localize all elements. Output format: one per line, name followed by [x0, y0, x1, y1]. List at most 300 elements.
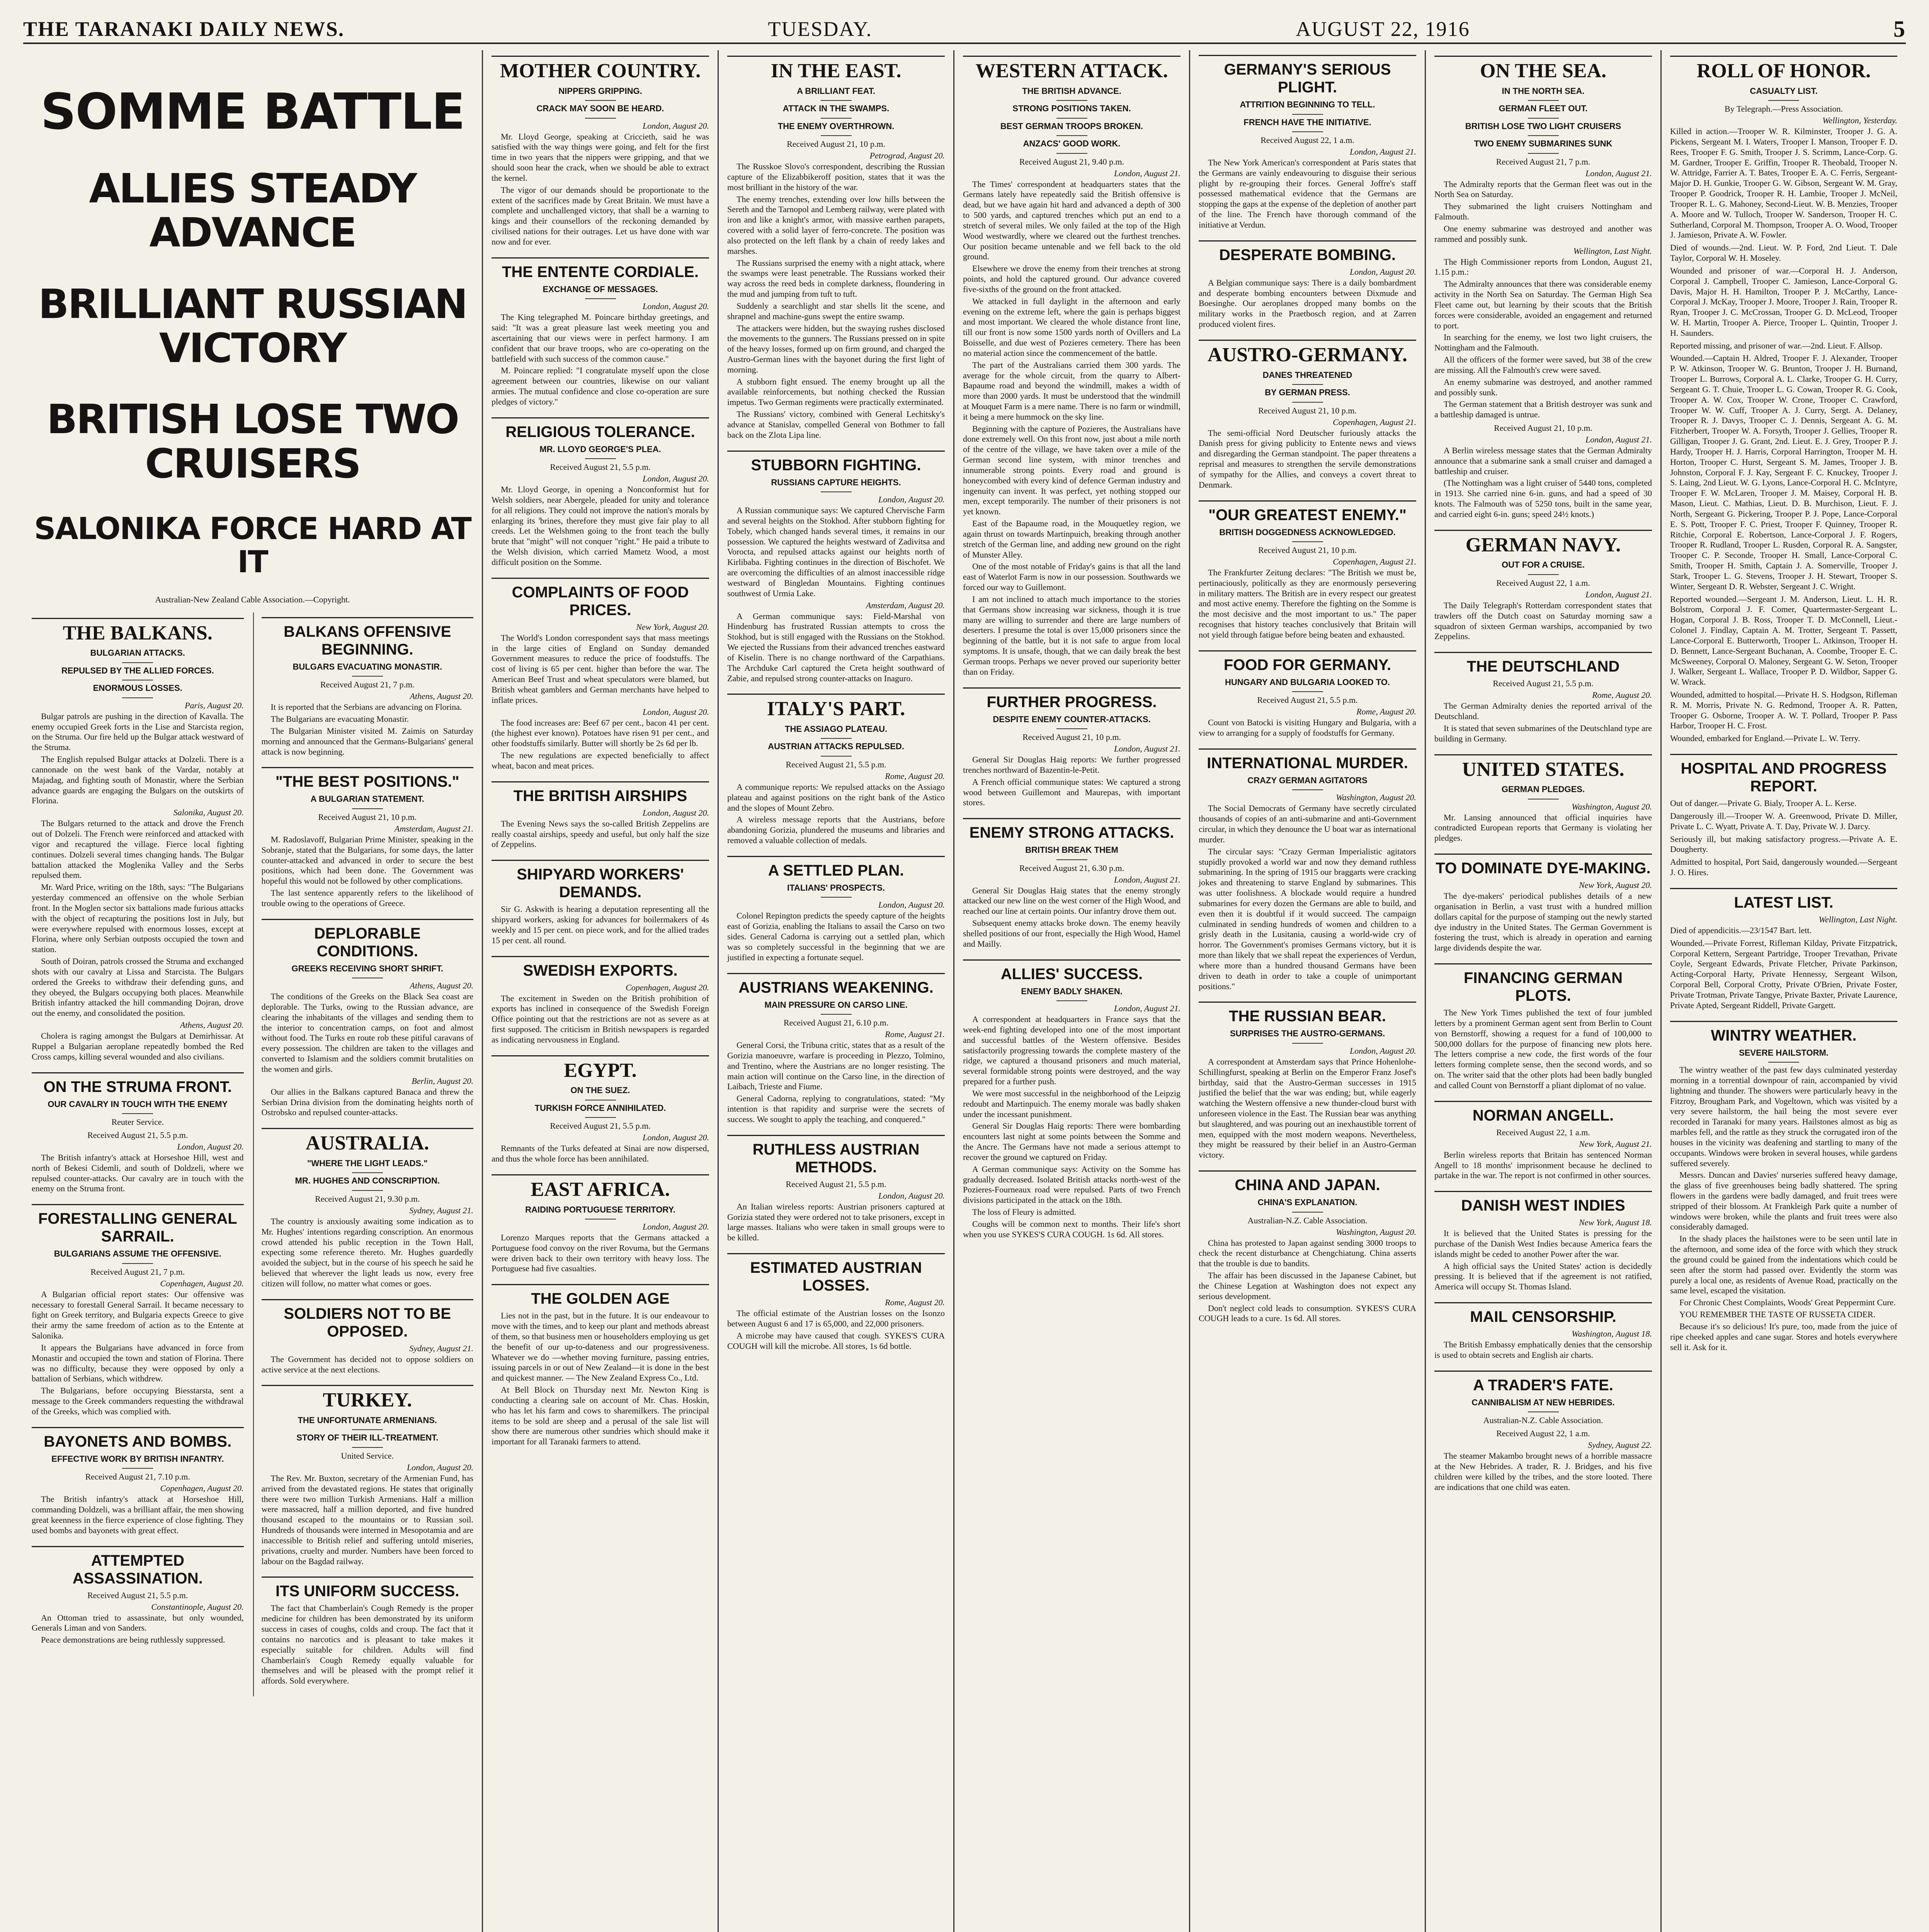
paragraph: At Bell Block on Thursday next Mr. Newton King is conducting a clearing sale on account of Mr. Chas. Hoskin, who has let his farm and cows to sharemilkers. The principal items to be sold are sheep and a perusal of the sale list will show there are numerous other sundries which should make it important for all Taranaki farmers to attend.: [492, 1385, 709, 1447]
paragraph: M. Radoslavoff, Bulgarian Prime Minister, speaking in the Sobranje, stated that the Bulgarians, for some days, the latter counter-attacked and advanced in order to secure the best positions, which had been done. The Government was hopeful this would not be followed by other complications.: [261, 834, 473, 886]
paragraph: East of the Bapaume road, in the Mouquetley region, we again thrust on towards Martinpuich, breaking through another stretch of the German line, and adding new ground on the right of Munster Alley.: [963, 519, 1181, 560]
paragraph: It is reported that the Serbians are advancing on Florina.: [270, 702, 462, 712]
article: [492, 956, 709, 1045]
article: [1670, 56, 1897, 744]
paragraph: The English repulsed Bulgar attacks at Dolzeli. There is a cannonade on the west bank of the Vardar, notably at Majadag, and fighting south of Monastir, where the Serbian advance guards are engaging the Bulgars on the outskirts of Florina.: [32, 754, 244, 806]
article-headline: DANISH WEST INDIES: [1434, 1191, 1652, 1214]
paragraph: The enemy trenches, extending over low hills between the Sereth and the Tarnopol and Lemberg railway, were plated with iron and like a knight's armor, with massive earthen parapets, covered with a solid layer of ferro-concrete. The position was also protected on the left flank by a chain of reedy lakes and marshes.: [727, 194, 945, 256]
article-headline: GERMANY'S SERIOUS PLIGHT.: [1199, 55, 1416, 96]
article-deck: CANNIBALISM AT NEW HEBRIDES.: [1434, 1397, 1652, 1413]
article-deck: GERMAN PLEDGES.: [1434, 784, 1652, 799]
article: [492, 56, 709, 247]
roll-entry: Wounded.—Captain H. Aldred, Trooper F. J. Alexander, Trooper P. W. Atkinson, Trooper W. G. Brunton, Trooper J. H. Burnand, Trooper L. Burrows, Corporal A. L. Clarke, Trooper G. H. Curry, Sergeant G. T. Chuie, Trooper L. G. Cowan, Trooper R. G. Cook, Trooper A. W. Cox, Trooper W. Crone, Trooper C. Crawford, Trooper W. W. Cuff, Trooper A. J. Curry, Sergt. A. Delaney, Trooper R. J. Davys, Trooper C. J. Dennis, Sergeant A. G. M. Fitzherbert, Trooper W. A. Forsyth, Trooper J. Gellies, Trooper R. Gilligan, Trooper J. G. Grant, 2nd. Lieut. E. J. Grey, Trooper P. J. Hardy, Trooper H. J. Harris, Corporal Harrington, Trooper M. H. Horton, Trooper C. Hurst, Sergeant S. M. James, Trooper J. B. Johnston, Corporal F. J. Kay, Sergeant F. C. Knuckey, Trooper J. S. Laing, 2nd Lieut. W. G. Lyons, Lance-Corporal H. C. McIntyre, Trooper F. W. McLaren, Trooper J. M. Maisey, Corporal H. B. Mason, Lieut. C. Mathias, Lieut. D. B. Murchison, Lieut. F. J. North, Sergeant G. Pickering, Trooper P. J. Pope, Lance-Corporal E. S. Pott, Trooper F. C. Priest, Trooper F. Quinney, Trooper R. Ritchie, Corporal E. Robertson, Lance-Corporal J. F. Rogers, Trooper R. Rudland, Trooper L. Rusden, Corporal R. A. Sangster, Trooper C. P. Seconde, Trooper H. Small, Lance-Corporal C. Smith, Trooper H. Smith, Captain J. A. Somerville, Trooper J. Stark, Trooper L. G. Stevens, Trooper J. H. Stewart, Trooper S. Winter, Sergeant D. R. Webster, Sergeant J. C. Wright.: [1670, 353, 1897, 591]
article-headline: SHIPYARD WORKERS' DEMANDS.: [492, 860, 709, 901]
article-headline: CHINA AND JAPAN.: [1199, 1170, 1416, 1194]
article-headline: TURKEY.: [262, 1385, 474, 1411]
place-line: London, August 21.: [1114, 1003, 1181, 1014]
place-line: Wellington, Yesterday.: [1822, 116, 1897, 126]
article-headline: STUBBORN FIGHTING.: [727, 451, 945, 474]
article: [262, 1128, 474, 1289]
place-line: London, August 20.: [643, 121, 709, 131]
roll-entry: Reported missing, and prisoner of war.—2nd. Lieut. F. Allsop.: [1670, 340, 1883, 350]
place-line: New York, August 20.: [636, 622, 709, 632]
paragraph: A Russian communique says: We captured Chervische Farm and several heights on the Stokhod. After stubborn fighting for Tobely, which changed hands several times, it remains in our possession. We captured the heights westward of Zadivitsa and Vorocta, and repulsed attacks against our heights north of Kirlibaba. Fighting continues in the direction of Bischofet. We are overcoming the difficulties of an almost inaccessible ridge westward of Bingledan Mountains. Fighting continues southwest of Urmia Lake.: [727, 505, 945, 598]
article-deck: THE ASSIAGO PLATEAU.: [727, 724, 945, 739]
place-line: Copenhagen, August 21.: [1333, 417, 1416, 427]
article: [727, 1253, 945, 1351]
paragraph: A Berlin wireless message states that the German Admiralty announce that a submarine sank a small cruiser and damaged a battleship and cruiser.: [1434, 445, 1652, 476]
paragraph: They submarined the light cruisers Nottingham and Falmouth.: [1434, 201, 1652, 222]
article-deck: IN THE NORTH SEA.: [1434, 86, 1652, 101]
article-deck: NIPPERS GRIPPING.: [492, 86, 709, 101]
paragraph: We were most successful in the neighborhood of the Leipzig redoubt and Martinpuich. The enemy morale was badly shaken under the incessant punishment.: [963, 1088, 1181, 1119]
article: [492, 1055, 709, 1164]
article-deck: TURKISH FORCE ANNIHILATED.: [492, 1103, 709, 1118]
paragraph: In searching for the enemy, we lost two light cruisers, the Nottingham and the Falmouth.: [1434, 332, 1652, 353]
article-deck: BULGARIAN ATTACKS.: [32, 648, 244, 663]
paragraph: We attacked in full daylight in the afternoon and early evening on the extreme left, where the gain is perhaps biggest and most important. We cleared the whole distance front line, till our front is now some 1500 yards north of Ovillers and La Boisselle, and due west of Pozieres cemetery. There has been no material action since the commencement of the battle.: [963, 296, 1181, 358]
banner-headline: SOMME BATTLE: [41, 83, 464, 141]
article-headline: ITS UNIFORM SUCCESS.: [262, 1577, 474, 1600]
article-deck: GERMAN FLEET OUT.: [1434, 103, 1652, 119]
paragraph: Mr. Lloyd George, speaking at Criccieth, said he was satisfied with the way things were going, and felt for the first time in two years that the nippers were gripping, and that we should soon hear the crack, when we should be able to extract the kernel.: [492, 131, 709, 183]
paragraph: Our allies in the Balkans captured Banaca and threw the Serbian Drina division from the dominating heights north of Ostrobsko and repulsed counter-attacks.: [261, 1087, 473, 1117]
article-deck: STORY OF THEIR ILL-TREATMENT.: [262, 1432, 474, 1448]
article-deck: ITALIANS' PROSPECTS.: [727, 883, 945, 898]
paragraph: A high official says the United States' action is decidedly pressing. It is believed that if the agreement is not ratified, America will occupy St. Thomas Island.: [1434, 1261, 1652, 1292]
paragraph: The British Embassy emphatically denies that the censorship is used to obtain secrets and English air charts.: [1434, 1340, 1652, 1360]
article: [1434, 1371, 1652, 1493]
paragraph: The World's London correspondent says that mass meetings in the large cities of England on Sunday demanded Government measures to reduce the price of foodstuffs. The cost of living is 65 per cent. higher than before the war. The American Beef Trust and wheat speculators were blamed, but British wheat gamblers and German merchants have helped to inflate prices.: [492, 633, 709, 705]
article: [262, 919, 474, 1118]
article-deck: ATTRITION BEGINNING TO TELL.: [1199, 99, 1416, 115]
paragraph: The wintry weather of the past few days culminated yesterday morning in a torrential downpour of rain, accompanied by vivid lightning and thunder. The showers were particularly heavy in the Fitzroy, Brougham Park, and Vogeltown, which was visited by a very severe hailstorm, the hail being the most severe ever recorded in Taranaki for many years. Hailstones almost as big as marbles fell, and the rattle as they struck the corrugated iron of the houses in the vicinity was deafening and startling to many of the occupants. Windows were broken in several houses, while gardens suffered severely.: [1670, 1065, 1897, 1168]
article: [262, 1577, 474, 1686]
article: [727, 694, 945, 846]
dateline: Received August 21, 5.5 p.m.: [87, 1130, 188, 1140]
paragraph: Count von Batocki is visiting Hungary and Bulgaria, with a view to arranging for a supply of foodstuffs for Germany.: [1199, 718, 1416, 738]
paragraph: The conditions of the Greeks on the Black Sea coast are deplorable. The Turks, owing to the Russian advance, are clearing the inhabitants of the villages and sending them to the interior to concentration camps, on foot and almost without food. The Turks en route rob these pitiful caravans of every possession. The children are taken to the villages and converted to Islamism and the soldiers commit brutalities on the women and girls.: [261, 992, 473, 1074]
paragraph: The Bulgarians, before occupying Biesstarsta, sent a message to the Greek commanders requesting the withdrawal of the Greeks, which was complied with.: [32, 1386, 244, 1416]
article-headline: THE BRITISH AIRSHIPS: [492, 781, 709, 805]
paragraph: The last sentence apparently refers to the likelihood of trouble owing to the operations of Greece.: [261, 888, 473, 908]
dateline: United Service.: [341, 1451, 394, 1461]
article-headline: INTERNATIONAL MURDER.: [1199, 748, 1416, 772]
place-line: Wellington, Last Night.: [1818, 914, 1897, 924]
roll-entry: Died of wounds.—2nd. Lieut. W. P. Ford, 2nd Lieut. T. Dale Taylor, Corporal W. H. Moseley.: [1670, 243, 1897, 263]
paragraph: General Corsi, the Tribuna critic, states that as a result of the Gorizia manoeuvre, warfare is proceeding in Plezzo, Tolmino, and Trentino, where the Austrians are no longer resisting. The main action will continue on the Carso line, in the direction of Laibach, Trieste and Fiume.: [727, 1040, 945, 1092]
place-line: Athens, August 20.: [410, 981, 473, 991]
place-line: London, August 21.: [1350, 147, 1416, 156]
article-headline: ROLL OF HONOR.: [1670, 56, 1897, 82]
article-deck: BRITISH LOSE TWO LIGHT CRUISERS: [1434, 121, 1652, 136]
dateline: Received August 22, 1 a.m.: [1496, 1429, 1590, 1439]
article-headline: FINANCING GERMAN PLOTS.: [1434, 963, 1652, 1005]
article-deck: HUNGARY AND BULGARIA LOOKED TO.: [1199, 677, 1416, 692]
dateline: Received August 22, 1 a.m.: [1496, 578, 1590, 588]
paragraph: The circular says: "Crazy German Imperialistic agitators stupidly provoked a world war and now they demand ruthless submarining. In the spring of 1915 our braggarts were cracking jokes and threatening to starve England by submarines. This was utter foolishness. A blockade would require a hundred submarines for every dozen the Germans are able to build, and even then it is doubtful if it would succeed. The campaign culminated in sending hundreds of women and children to a grisly death in the Lusitania, causing a world-wide cry of horror. The Government's promises Germans victory, but it is more than likely that we shall repeat the experiences of Verdun, where more than a hundred thousand Germans have been driven to death in order to take a couple of unimportant positions.": [1199, 846, 1416, 991]
article: [963, 959, 1181, 1240]
article-deck: BULGARIANS ASSUME THE OFFENSIVE.: [32, 1248, 244, 1264]
article-deck: EFFECTIVE WORK BY BRITISH INFANTRY.: [32, 1454, 244, 1469]
article: [1199, 650, 1416, 738]
place-line: New York, August 20.: [1579, 880, 1652, 890]
article-deck: CRACK MAY SOON BE HEARD.: [492, 103, 709, 119]
article-headline: FORESTALLING GENERAL SARRAIL.: [32, 1204, 244, 1245]
banner-subhead: BRITISH LOSE TWO CRUISERS: [46, 396, 459, 487]
paragraph: A wireless message reports that the Austrians, before abandoning Gorizia, plundered the museums and libraries and removed a valuable collection of medals.: [727, 815, 945, 845]
article: [32, 618, 244, 1062]
paragraph: Bulgar patrols are pushing in the direction of Kavalla. The enemy occupied Greek forts in the Lise and Starcista region, on the Struma. Our fire held up the Bulgar attack westward of the Struma.: [32, 711, 244, 752]
article: [1434, 1191, 1652, 1292]
article-headline: THE BALKANS.: [32, 618, 244, 644]
place-line: London, August 20.: [643, 1222, 709, 1231]
paragraph: The loss of Fleury is admitted.: [972, 1207, 1076, 1217]
article-headline: ITALY'S PART.: [727, 694, 945, 720]
roll-entry: Wounded.—Private Forrest, Rifleman Kilday, Private Fitzpatrick, Corporal Kettern, Sergeant Partridge, Trooper Trevathan, Private Coyle, Sergeant Edwards, Private Fletcher, Private Parkinson, Acting-Corporal Harty, Private Hennessy, Sergeant Wilson, Corporal Bell, Corporal Crotty, Private O'Brien, Private Foster, Private Trotman, Private Tangye, Private Baxter, Private Laurence, Private Apted, Sergeant Riddell, Private Gargett.: [1670, 938, 1897, 1010]
paragraph: Elsewhere we drove the enemy from their trenches at strong points, and hold the captured ground. Our advance covered five-sixths of the ground on the front attacked.: [963, 264, 1181, 294]
paragraph: South of Doiran, patrols crossed the Struma and exchanged shots with our cavalry at Lissa and Starcista. The Bulgars ordered the Greeks to withdraw their defending guns, and they obeyed, the Bulgars occupying both places. Meanwhile British infantry attacked the hill commanding Dojran, drove out the enemy, and consolidated the position.: [32, 956, 244, 1018]
paragraph: Remnants of the Turks defeated at Sinai are now dispersed, and thus the whole force has been annihilated.: [492, 1143, 709, 1164]
paragraph: One enemy submarine was destroyed and another was rammed and possibly sunk.: [1434, 223, 1652, 244]
article-headline: HOSPITAL AND PROGRESS REPORT.: [1670, 754, 1897, 795]
article: [727, 1135, 945, 1243]
paragraph: Beginning with the capture of Pozieres, the Australians have done extremely well. On this front now, just about a mile north of the centre of the village, we have taken over a mile of the German second line system, with minor trenches and innumerable strong points. Every road and ground is honeycombed with every kind of defence German industry and ingenuity can invent. It was perfect, yet nothing stopped our men, except temporarily. The number of their prisoners is not yet known.: [963, 423, 1181, 517]
column-3: [719, 50, 954, 1932]
article-headline: TO DOMINATE DYE-MAKING.: [1434, 854, 1652, 877]
place-line: London, August 20.: [643, 707, 709, 717]
article: [1670, 888, 1897, 1011]
roll-entry: Dangerously ill.—Trooper W. A. Greenwood, Private D. Miller, Private L. C. Wyatt, Private A. T. Day, Private W. J. Darcy.: [1670, 811, 1897, 831]
article: [1199, 748, 1416, 992]
dateline: Received August 21, 7 p.m.: [90, 1267, 185, 1277]
dateline: Received August 21, 9.30 p.m.: [315, 1194, 420, 1204]
dateline: Received August 21, 5.5 p.m.: [786, 759, 886, 769]
paragraph: The vigor of our demands should be proportionate to the extent of the sacrifices made by Great Britain. We must have a complete and unchallenged victory, that shall be a warning to kings and their counsellors of the reckoning demanded by civilised nations for their outrages. Let us have done with war now and for ever.: [492, 185, 709, 247]
paragraph: A stubborn fight ensued. The enemy brought up all the available reinforcements, but nothing checked the Russian impetus. Two German regiments were practically exterminated.: [727, 376, 945, 407]
article-headline: ESTIMATED AUSTRIAN LOSSES.: [727, 1253, 945, 1294]
place-line: Washington, August 20.: [1572, 801, 1652, 811]
paragraph: The Russkoe Slovo's correspondent, describing the Russian capture of the Elizabbikeroff position, states that it was the most brilliant in the history of the war.: [727, 162, 945, 192]
article-headline: COMPLAINTS OF FOOD PRICES.: [492, 578, 709, 619]
place-line: Constantinople, August 20.: [151, 1602, 244, 1612]
article-deck: TWO ENEMY SUBMARINES SUNK: [1434, 138, 1652, 154]
place-line: New York, August 21.: [1579, 1139, 1652, 1149]
paragraph: The German statement that a British destroyer was sunk and a battleship damaged is untrue.: [1434, 399, 1652, 420]
article: [1199, 500, 1416, 640]
dateline: Received August 21, 9.40 p.m.: [1019, 156, 1124, 167]
article-headline: SOLDIERS NOT TO BE OPPOSED.: [262, 1299, 474, 1340]
article: [1434, 56, 1652, 520]
column-6: [1426, 50, 1662, 1932]
paragraph: Messrs. Duncan and Davies' nurseries suffered heavy damage, the glass of five greenhouses being badly shattered. The spring flowers in the gardens were badly damaged, and fruit trees were stripped of their blossom. At Frankleigh Park quite a number of windows were broken, while the plants and fruit trees were also considerably damaged.: [1670, 1170, 1897, 1232]
paragraph: A Bulgarian official report states: Our offensive was necessary to forestall General Sarrail. It became necessary to fight on Greek territory, and Bulgaria expects Greece to give their army the same freedom of action as to the Entente at Salonika.: [32, 1289, 244, 1341]
paragraph: The official estimate of the Austrian losses on the Isonzo between August 6 and 17 is 65,000, and 22,000 prisoners.: [727, 1308, 945, 1328]
article: [262, 1299, 474, 1375]
article-headline: ALLIES' SUCCESS.: [963, 959, 1181, 983]
paragraph: YOU REMEMBER THE TASTE OF RUSSETA CIDER.: [1679, 1310, 1876, 1320]
column-7: [1662, 50, 1906, 1932]
article-headline: WINTRY WEATHER.: [1670, 1021, 1897, 1044]
place-line: Paris, August 20.: [185, 700, 244, 710]
article-headline: IN THE EAST.: [727, 56, 945, 82]
article-deck: CASUALTY LIST.: [1670, 86, 1897, 101]
paragraph: A German communique says: Activity on the Somme has gradually decreased. Isolated British attacks north-west of the Pozieres-Fourneaux road were repulsed. Parts of two French divisions participated in the attack on the 18th.: [963, 1164, 1181, 1205]
article: [492, 860, 709, 946]
roll-entry: Wounded, embarked for England.—Private L. W. Terry.: [1670, 733, 1860, 743]
roll-entry: Wounded, admitted to hospital.—Private H. S. Hodgson, Rifleman R. M. Morris, Private N. G. Redmond, Trooper A. R. Patten, Trooper G. Osborne, Trooper A. W. T. Pollard, Trooper P. Pass Harbor, Trooper H. C. Frost.: [1670, 689, 1897, 731]
page-number: 5: [1893, 16, 1906, 42]
paragraph: A communique reports: We repulsed attacks on the Assiago plateau and against positions on the right bank of the Astico and the slopes of Mount Zebro.: [727, 782, 945, 813]
paragraph: The New York Times published the text of four jumbled letters by a prominent German agent sent from Berlin to Count von Bernstorff, showing a request for a fund of 100,000 to 500,000 dollars for the purpose of financing new plots here. The letters comprise a new code, the first words of the four letters forming complete sense, then the second words, and so on. The writer said that the other plots had been badly bungled and called Count von Bernstorff a pliant diplomat of no value.: [1434, 1008, 1652, 1090]
balkans-subcolumns: [32, 612, 473, 1696]
place-line: London, August 20.: [1350, 267, 1416, 277]
place-line: Washington, August 20.: [1336, 793, 1416, 803]
paragraph: An Italian wireless reports: Austrian prisoners captured at Gorizia stated they were ordered not to take prisoners, except in large masses. Italians who were taken in small groups were to be killed.: [727, 1201, 945, 1243]
article-headline: MOTHER COUNTRY.: [492, 56, 709, 82]
roll-entry: Out of danger.—Private G. Bialy, Trooper A. L. Kerse.: [1670, 798, 1857, 808]
place-line: London, August 20.: [643, 474, 709, 484]
paragraph: The Social Democrats of Germany have secretly circulated thousands of copies of an anti-submarine and anti-Government circular, in which they denounce the U boat war as international murder.: [1199, 803, 1416, 844]
place-line: London, August 20.: [643, 1133, 709, 1143]
paragraph: The King telegraphed M. Poincare birthday greetings, and said: "It was a great pleasure last week meeting you and ascertaining that our views were in perfect harmony. I am confident that our brave troops, who are co-operating on the battlefield with such success of the common cause.": [492, 312, 709, 364]
paragraph: A correspondent at headquarters in France says that the week-end fighting developed into one of the most important and successful battles of the Western offensive. Besides satisfactorily progressing towards the complete mastery of the ridge, we captured a thousand prisoners and much material, several formidable strong points were destroyed, and the way prepared for a further push.: [963, 1014, 1181, 1087]
banner-subhead: BRILLIANT RUSSIAN VICTORY: [38, 280, 467, 372]
paragraph: A correspondent at Amsterdam says that Prince Hohenlohe-Schillingfurst, speaking at Berlin on the Emperor Franz Josef's birthday, said that the Austro-German successes in 1915 justified the belief that the war was ending; but, while eagerly watching the Western offensive a new thunder-cloud burst with unforeseen violence in the East. The Russian bear was anything but slaughtered, and was pouring out an inexhaustible torrent of men, equipped with the most modern weapons. Nevertheless, they might be reassured by their belief in an Austro-German victory.: [1199, 1056, 1416, 1160]
dateline: By Telegraph.—Press Association.: [1724, 104, 1843, 114]
article-headline: AUSTRALIA.: [262, 1128, 474, 1154]
place-line: Sydney, August 22.: [1588, 1440, 1652, 1450]
article-headline: THE GOLDEN AGE: [492, 1284, 709, 1308]
dateline: Received August 21, 10 p.m.: [318, 812, 417, 822]
paragraph: The Russians' victory, combined with General Lechitsky's advance at Stanislav, compelled General von Bothmer to fall back on the Zlota Lipa line.: [727, 409, 945, 440]
masthead: [23, 15, 1906, 44]
article: [492, 257, 709, 407]
article-headline: BALKANS OFFENSIVE BEGINNING.: [262, 617, 474, 658]
paragraph: Because it's so delicious! It's pure, too, made from the juice of ripe cheeked apples and cane sugar. Stores and hotels everywhere sell it. Ask for it.: [1670, 1321, 1897, 1352]
article: [492, 1174, 709, 1274]
article-deck: AUSTRIAN ATTACKS REPULSED.: [727, 741, 945, 757]
place-line: Rome, August 20.: [885, 1298, 945, 1308]
article-headline: LATEST LIST.: [1670, 888, 1897, 912]
article-headline: AUSTRIANS WEAKENING.: [727, 973, 945, 997]
article: [32, 1427, 244, 1536]
article-headline: EAST AFRICA.: [492, 1174, 709, 1201]
article-headline: ON THE STRUMA FRONT.: [32, 1072, 244, 1096]
place-line: London, August 20.: [407, 1462, 473, 1472]
place-line: Rome, August 21.: [885, 1029, 945, 1039]
column-5: [1190, 50, 1426, 1932]
paragraph: The Bulgarians are evacuating Monastir.: [270, 714, 409, 724]
article: [492, 578, 709, 771]
paragraph: The Russians surprised the enemy with a night attack, where the swamps were least penetrable. The Russians worked their way across the reed beds in complete darkness, floundering in the mud and jumping from tuft to tuft.: [727, 258, 945, 299]
paragraph: It appears the Bulgarians have advanced in force from Monastir and occupied the town and station of Florina. There was no difficulty, because they were opposed by only a battalion of Serbians, which withdrew.: [32, 1342, 244, 1384]
issue-date: AUGUST 22, 1916: [1296, 17, 1470, 41]
article: [1434, 652, 1652, 744]
paragraph: For Chronic Chest Complaints, Woods' Great Peppermint Cure.: [1679, 1298, 1896, 1308]
article-deck: DANES THREATENED: [1199, 370, 1416, 385]
dateline: Received August 21, 10 p.m.: [1258, 545, 1357, 555]
place-line: London, August 21.: [1585, 168, 1652, 178]
article: [1670, 754, 1897, 878]
paragraph: China has protested to Japan against sending 3000 troops to check the recent disturbance at Chengchiatung. China asserts that the trouble is due to bandits.: [1199, 1238, 1416, 1269]
article-headline: FURTHER PROGRESS.: [963, 687, 1181, 711]
paragraph: An enemy submarine was destroyed, and another rammed and possibly sunk.: [1434, 377, 1652, 397]
article-headline: RELIGIOUS TOLERANCE.: [492, 417, 709, 441]
article: [262, 617, 474, 757]
article-headline: A SETTLED PLAN.: [727, 856, 945, 879]
article: [963, 818, 1181, 949]
paragraph: The Bulgarian Minister visited M. Zaimis on Saturday morning and announced that the Germans-Bulgarians' general attack is now beginning.: [261, 726, 473, 757]
article-deck: OUT FOR A CRUISE.: [1434, 560, 1652, 575]
subcolumn-right: [253, 612, 474, 1696]
place-line: Wellington, Last Night.: [1573, 246, 1652, 256]
article-deck: THE UNFORTUNATE ARMENIANS.: [262, 1415, 474, 1430]
article-headline: WESTERN ATTACK.: [963, 56, 1181, 82]
article-deck: RAIDING PORTUGUESE TERRITORY.: [492, 1204, 709, 1220]
dateline: Received August 21, 10 p.m.: [1494, 423, 1592, 433]
place-line: London, August 20.: [878, 900, 945, 910]
paragraph: The fact that Chamberlain's Cough Remedy is the proper medicine for children has been demonstrated by its uniform success in cases of coughs, colds and croup. The fact that it contains no narcotics and is pleasant to take makes it especially suitable for children. Adults will find Chamberlain's Cough Remedy equally valuable for themselves and will be pleased with the prompt relief it affords. Sold everywhere.: [261, 1603, 473, 1686]
place-line: London, August 21.: [1114, 168, 1181, 178]
paragraph: General Sir Douglas Haig states that the enemy strongly attacked our new line on the west corner of the High Wood, and reached our line at certain points. Our infantry drove them out.: [963, 885, 1181, 916]
place-line: London, August 21.: [1585, 589, 1652, 599]
place-line: Copenhagen, August 20.: [626, 982, 709, 992]
paragraph: Don't neglect cold leads to consumption. SYKES'S CURA COUGH leads to a cure. 1s 6d. All stores.: [1199, 1303, 1416, 1323]
paragraph: The British infantry's attack at Horseshoe Hill, west and north of Bekesi Cidemli, and south of Doldzeli, where we repulsed counter-attacks. Our cavalry are in touch with the enemy on the Struma front.: [32, 1153, 244, 1194]
article: [492, 1284, 709, 1447]
paragraph: The Admiralty announces that there was considerable enemy activity in the North Sea on Saturday. The German High Sea Fleet came out, but learning by their scouts that the British forces were considerable, avoided an engagement and returned to port.: [1434, 279, 1652, 330]
article-headline: MAIL CENSORSHIP.: [1434, 1302, 1652, 1326]
paragraph: In the shady places the hailstones were to be seen until late in the afternoon, and some idea of the force with which they struck the ground could be gained from the indentations which could be seen after the storm had passed over. Evidently the storm was purely a local one, as residents of Avenue Road, practically on the same level, escaped the visitation.: [1670, 1234, 1897, 1296]
article-deck: REPULSED BY THE ALLIED FORCES.: [32, 665, 244, 681]
paragraph: Colonel Repington predicts the speedy capture of the heights east of Gorizia, enabling the Italians to assail the Carso on two sides. General Cadorna is carrying out a settled plan, which was so completely successful in the beginning that we are justified in expecting a fortunate sequel.: [727, 911, 945, 962]
article-deck: DESPITE ENEMY COUNTER-ATTACKS.: [963, 714, 1181, 730]
article: [1199, 240, 1416, 330]
dateline: Received August 21, 7 p.m.: [320, 680, 415, 690]
paragraph: The Government has decided not to oppose soldiers on active service at the next elections.: [261, 1354, 473, 1374]
issue-day: TUESDAY.: [768, 17, 872, 41]
place-line: London, August 21.: [1114, 874, 1181, 884]
article-deck: ANZACS' GOOD WORK.: [963, 138, 1181, 154]
paragraph: The Rev. Mr. Buxton, secretary of the Armenian Fund, has arrived from the devastated regions. He states that originally there were two million Turkish Armenians. Half a million were massacred, half a million deported, and five hundred thousand escaped to the mountains or to Russian soil. Hundreds of thousands were interned in Mesopotamia and are inaccessible to British relief and suffering untold miseries, privations, cruelty and murder. Numbers have been forced to labour on the Bagdad railway.: [261, 1473, 473, 1566]
article: [492, 417, 709, 568]
paragraph: It is believed that the United States is pressing for the purchase of the Danish West Indies because America fears the islands might be ceded to another Power after the war.: [1434, 1228, 1652, 1259]
article-deck: MR. HUGHES AND CONSCRIPTION.: [262, 1175, 474, 1191]
article: [727, 856, 945, 963]
article-headline: DEPLORABLE CONDITIONS.: [262, 919, 474, 960]
roll-entry: Died of appendicitis.—23/1547 Bart. lett.: [1670, 925, 1812, 935]
paragraph: The new regulations are expected beneficially to affect wheat, bacon and meat prices.: [492, 750, 709, 770]
article: [1434, 963, 1652, 1091]
paragraph: General Sir Douglas Haig reports: We further progressed trenches northward of Bazentin-le-Petit.: [963, 755, 1181, 775]
paragraph: I am not inclined to attach much importance to the stories that Germans show increasing war sickness, though it is true many are willing to surrender and there are large numbers of deserters. I presume the total is over 15,000 prisoners since the beginning of the battle, but it is not safe to argue from local symptoms. It is unsafe, though, that we can daily break the best German troops. Perhaps we never proved our superiority better than on Friday.: [963, 594, 1181, 677]
page-columns: [23, 50, 1906, 1932]
article: [1199, 1170, 1416, 1324]
place-line: Washington, August 18.: [1572, 1329, 1652, 1339]
dateline: Received August 21, 7 p.m.: [1496, 156, 1590, 167]
article: [1434, 530, 1652, 642]
article-deck: "WHERE THE LIGHT LEADS.": [262, 1158, 474, 1173]
article: [32, 1072, 244, 1194]
dateline: Received August 21, 5.5 p.m.: [87, 1590, 188, 1600]
place-line: Copenhagen, August 20.: [160, 1278, 244, 1288]
place-line: Copenhagen, August 20.: [160, 1483, 244, 1493]
article: [1199, 340, 1416, 490]
place-line: London, August 20.: [1350, 1046, 1416, 1056]
paragraph: Coughs will be common next to months. Their life's short when you use SYKES'S CURA COUGH. 1s 6d. All stores.: [963, 1219, 1181, 1239]
paragraph: One of the most notable of Friday's gains is that all the land east of Waterlot Farm is now in our possession. Southwards we forced our way to Guillemont.: [963, 561, 1181, 592]
article-headline: EGYPT.: [492, 1055, 709, 1082]
article-headline: ATTEMPTED ASSASSINATION.: [32, 1546, 244, 1587]
paragraph: The part of the Australians carried them 300 yards. The average for the whole circuit, from the quarry to Albert-Bapaume road and beyond the windmill, makes a width of more than 2000 yards. It must be understood that the windmill at Mouquet Farm is a mere name. There is no farm or windmill, it being a mere hummock on the sky line.: [963, 360, 1181, 422]
paragraph: (The Nottingham was a light cruiser of 5440 tons, completed in 1913. She carried nine 6-in. guns, and had a speed of 30 knots. The Falmouth was of 5250 tons, built in the same year, and carried eight 6-in. guns; speed 24½ knots.): [1434, 478, 1652, 519]
article-deck: CRAZY GERMAN AGITATORS: [1199, 775, 1416, 791]
paragraph: Subsequent enemy attacks broke down. The enemy heavily shelled positions of our front, especially the High Wood, Hamel and Mailly.: [963, 918, 1181, 949]
roll-entry: Killed in action.—Trooper W. R. Kilminster, Trooper J. G. A. Pickens, Sergeant M. I. Waters, Trooper I. Manson, Trooper F. D. Rees, Trooper F. G. Smith, Trooper J. S. Scrimm, Lance-Corp. G. M. Gardner, Trooper E. Griffin, Trooper R. Theobald, Trooper N. W. Attridge, Farrier A. T. Bates, Trooper E. A. C. Ferris, Sergeant-Major D. H. Gunkie, Trooper G. W. Gibson, Sergeant W. M. Gray, Trooper P. Goodrick, Trooper R. H. Lambie, Trooper J. McNeil, Trooper R. L. G. Mahoney, Second-Lieut. W. B. Menzies, Trooper A. Moore and W. Tulloch, Trooper W. Sanderson, Trooper H. C. Sutherland, Corporal M. Thompson, Trooper A. O. Wood, Trooper J. Jamieson, Private A. W. Fowler.: [1670, 126, 1897, 240]
article-deck: ENEMY BADLY SHAKEN.: [963, 986, 1181, 1002]
dateline: Received August 21, 10 p.m.: [1022, 732, 1121, 742]
place-line: London, August 20.: [878, 1190, 945, 1201]
article: [963, 56, 1181, 677]
place-line: Amsterdam, August 21.: [394, 823, 473, 833]
article-deck: EXCHANGE OF MESSAGES.: [492, 284, 709, 299]
paragraph: A French official communique states: We captured a strong wood between Guillemont and Maurepas, with important stores.: [963, 777, 1181, 808]
article-headline: UNITED STATES.: [1434, 754, 1652, 781]
place-line: Berlin, August 20.: [412, 1076, 473, 1086]
column-4: [954, 50, 1190, 1932]
paragraph: The food increases are: Beef 67 per cent., bacon 41 per cent. (the highest ever known). Potatoes have risen 91 per cent., and other foodstuffs similarly. Butter will shortly be 2s 6d per lb.: [492, 718, 709, 748]
article: [492, 781, 709, 850]
banner-subhead: ALLIES STEADY ADVANCE: [89, 165, 416, 257]
article: [1199, 1002, 1416, 1160]
article-headline: RUTHLESS AUSTRIAN METHODS.: [727, 1135, 945, 1176]
article-deck: SURPRISES THE AUSTRO-GERMANS.: [1199, 1028, 1416, 1044]
paragraph: General Sir Douglas Haig reports: There were bombarding encounters last night at some points between the Somme and the Ancre. The Germans have not made a serious attempt to recover the ground we captured on Friday.: [963, 1121, 1181, 1162]
dateline: Received August 21, 10 p.m.: [787, 139, 885, 149]
paragraph: The Times' correspondent at headquarters states that the Germans lately have repeatedly said the British offensive is dead, but we have again hit hard and advanced a depth of 300 to 500 yards, and captured trenches which put an end to a stretch of several miles. We only failed at the top of the High Wood westwardly, where we cleared out the furthest trenches. Our position became untenable and we fell back to the old ground.: [963, 179, 1181, 262]
paragraph: The steamer Makambo brought news of a horrible massacre at the New Hebrides. A trader, R. J. Bridges, and his five children were killed by the tribes, and the store looted. There are indications that one child was eaten.: [1434, 1451, 1652, 1492]
paragraph: A German communique says: Field-Marshal von Hindenburg has frustrated Russian attempts to cross the Stokhod, but is still engaged with the Russians on the Stokhod. We ejected the Russians from their advanced trenches eastward of Kiselin. There is no change northward of the Carpathians. The Archduke Carl captured the Creta height southward of Zabie, and repulsed strong counter-attacks on Inaguro.: [727, 611, 945, 683]
paragraph: Lies not in the past, but in the future. It is our endeavour to move with the times, and to keep our plant and methods abreast of them, so that business men or householders employing us get the benefit of our up-to-dateness and our progressiveness. Whatever we do —whether moving furniture, passing entries, issuing parcels in or out of New Zealand—it is done in the best and quickest manner. — The New Zealand Express Co., Ltd.: [492, 1311, 709, 1383]
roll-entry: Wounded and prisoner of war.—Corporal H. J. Anderson, Corporal J. Campbell, Trooper C. Jamieson, Lance-Corporal G. Davis, Major H. H. Hamilton, Trooper P. J. McCarthy, Lance-Corporal J. McKay, Trooper J. Moore, Trooper J. Rain, Trooper R. Ryan, Trooper J. C. McCrossan, Trooper G. D. McLeod, Trooper W. H. Martin, Trooper A. Pierce, Trooper L. Quintin, Trooper J. H. Saunders.: [1670, 265, 1897, 338]
dateline: Received August 21, 10 p.m.: [1258, 405, 1357, 415]
place-line: Amsterdam, August 20.: [866, 600, 945, 610]
paragraph: The New York American's correspondent at Paris states that the Germans are vainly endeavouring to disguise their serious plight by re-grouping their forces. General Joffre's staff possessed mathematical evidence that the Germans are stopping the gaps at the expense of the depletion of another part of the line. The French have thorough command of the initiative at Verdun.: [1199, 158, 1416, 230]
place-line: London, August 20.: [643, 301, 709, 311]
paragraph: The Bulgars returned to the attack and drove the French out of Dolzeli. The French were reinforced and attacked with vigor and recaptured the village. Fierce local fighting continues. Dolzeli several times changing hands. The Bulgar battalion attacked the Moglenika Valley and the Serbs repulsed them.: [32, 818, 244, 880]
article-deck: A BRILLIANT FEAT.: [727, 86, 945, 101]
dateline: Received August 21, 5.5 p.m.: [786, 1179, 886, 1189]
article-headline: THE RUSSIAN BEAR.: [1199, 1002, 1416, 1025]
article-headline: ON THE SEA.: [1434, 56, 1652, 82]
place-line: London, August 21.: [1585, 434, 1652, 444]
place-line: Copenhagen, August 21.: [1333, 557, 1416, 566]
article-deck: FRENCH HAVE THE INITIATIVE.: [1199, 117, 1416, 133]
paragraph: Berlin wireless reports that Britain has sentenced Norman Angell to 18 months' imprisonment because he declined to partake in the war. The report is not confirmed in other sources.: [1434, 1150, 1652, 1180]
article: [262, 767, 474, 908]
article-deck: THE ENEMY OVERTHROWN.: [727, 121, 945, 136]
place-line: London, August 20.: [177, 1142, 244, 1151]
article: [727, 973, 945, 1125]
article-deck: SEVERE HAILSTORM.: [1670, 1048, 1897, 1063]
paragraph: The country is anxiously awaiting some indication as to Mr. Hughes' intentions regarding conscription. An enormous crowd attended his public reception in the Town Hall, expecting some reference thereto. Mr. Hughes guardedly avoided the subject, but in the course of his speech he said he believed that wherever the light leads us now, every free citizen will follow, no matter what comes or goes.: [261, 1216, 473, 1288]
place-line: Petrograd, August 20.: [869, 151, 945, 161]
dateline: Received August 21, 5.5 p.m.: [550, 1121, 651, 1131]
place-line: Salonika, August 20.: [173, 808, 244, 818]
article-headline: THE ENTENTE CORDIALE.: [492, 257, 709, 281]
paragraph: The Admiralty reports that the German fleet was out in the North Sea on Saturday.: [1434, 179, 1652, 199]
